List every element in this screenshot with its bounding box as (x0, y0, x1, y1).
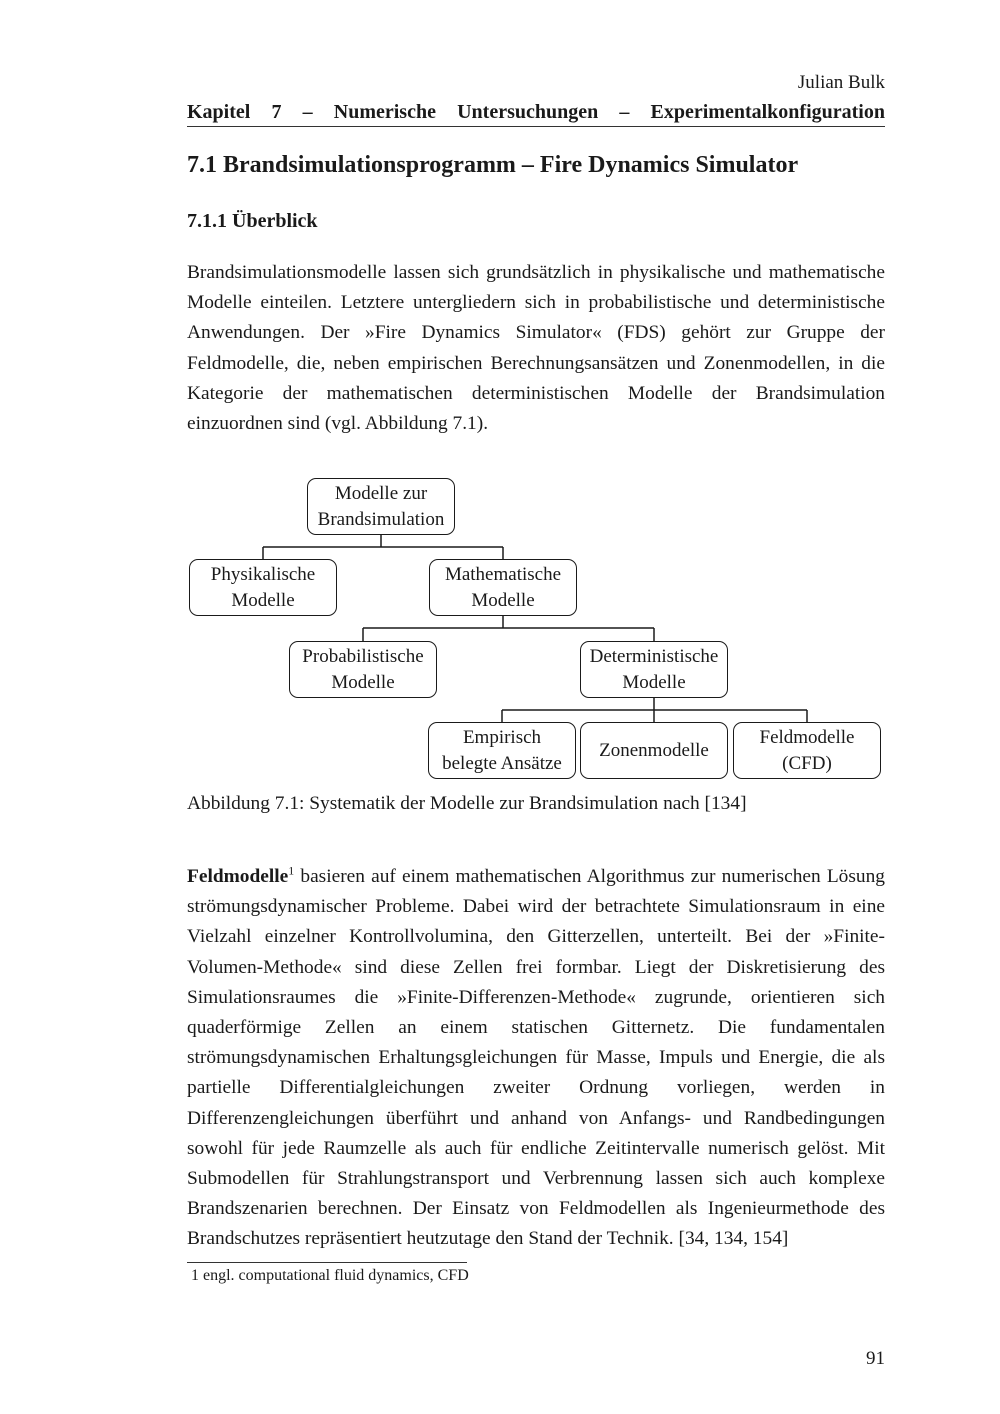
running-header-chapter: Kapitel 7 – Numerische Untersuchungen – Experimentalkonfiguration (187, 101, 885, 127)
node-probabilistic-models: Probabilistische Modelle (289, 641, 437, 698)
footnote-divider (187, 1262, 467, 1263)
node-field-models: Feldmodelle (CFD) (733, 722, 881, 779)
node-physical-models: Physikalische Modelle (189, 559, 337, 616)
node-mathematical-models: Mathematische Modelle (429, 559, 577, 616)
section-title: 7.1 Brandsimulationsprogramm – Fire Dynamics Simulator (187, 152, 799, 178)
paragraph-field-models (187, 862, 885, 1255)
footnote-mark: 1 (288, 863, 295, 878)
footnote: 1 engl. computational fluid dynamics, CFD (191, 1267, 469, 1284)
figure-caption: Abbildung 7.1: Systematik der Modelle zur Brandsimulation nach [134] (187, 793, 747, 814)
field-models-text: basieren auf einem mathematischen Algorithmus zur numerischen Lösung strömungsdynamischer Probleme. Dabei wird der betrachtete Simulationsraum in eine Vielzahl einzelner Kontrollvolumina, den Gitterzellen, unterteilt. Bei der »Finite-Volumen-Methode« sind diese Zellen frei formbar. Liegt der Diskretisierung des Simulationsraumes die »Finite-Differenzen-Methode« zugrunde, orientieren sich quaderförmige Zellen an einem statischen Gitternetz. Die fundamentalen strömungsdynamischen Erhaltungsgleichungen für Masse, Impuls und Energie, die als partielle Differentialgleichungen zweiter Ordnung vorliegen, werden in Differenzengleichungen überführt und anhand von Anfangs- und Randbedingungen sowohl für jede Raumzelle als auch für endliche Zeitintervalle numerisch gelöst. Mit Submodellen für Strahlungstransport und Verbrennung lassen sich auch komplexe Brandszenarien berechnen. Der Einsatz von Feldmodellen als Ingenieurmethode des Brandschutzes repräsentiert heutzutage den Stand der Technik. [34, 134, 154] (187, 866, 885, 1250)
subsection-title: 7.1.1 Überblick (187, 210, 318, 232)
field-models-term: Feldmodelle (187, 866, 289, 887)
page-number: 91 (866, 1348, 885, 1369)
paragraph-overview: Brandsimulationsmodelle lassen sich grundsätzlich in physikalische und mathematische Modelle einteilen. Letztere untergliedern sich in probabilistische und deterministische Anwendungen. Der »Fire Dynamics Simulator« (FDS) gehört zur Gruppe der Feldmodelle, die, neben empirischen Berechnungsansätzen und Zonenmodellen, in die Kategorie der mathematischen deterministischen Modelle der Brandsimulation einzuordnen sind (vgl. Abbildung 7.1). (187, 262, 885, 435)
node-empirical-approaches: Empirisch belegte Ansätze (428, 722, 576, 779)
running-header-author: Julian Bulk (797, 72, 885, 93)
node-models-root: Modelle zur Brandsimulation (307, 478, 455, 535)
node-deterministic-models: Deterministische Modelle (580, 641, 728, 698)
node-zone-models: Zonenmodelle (580, 722, 728, 779)
